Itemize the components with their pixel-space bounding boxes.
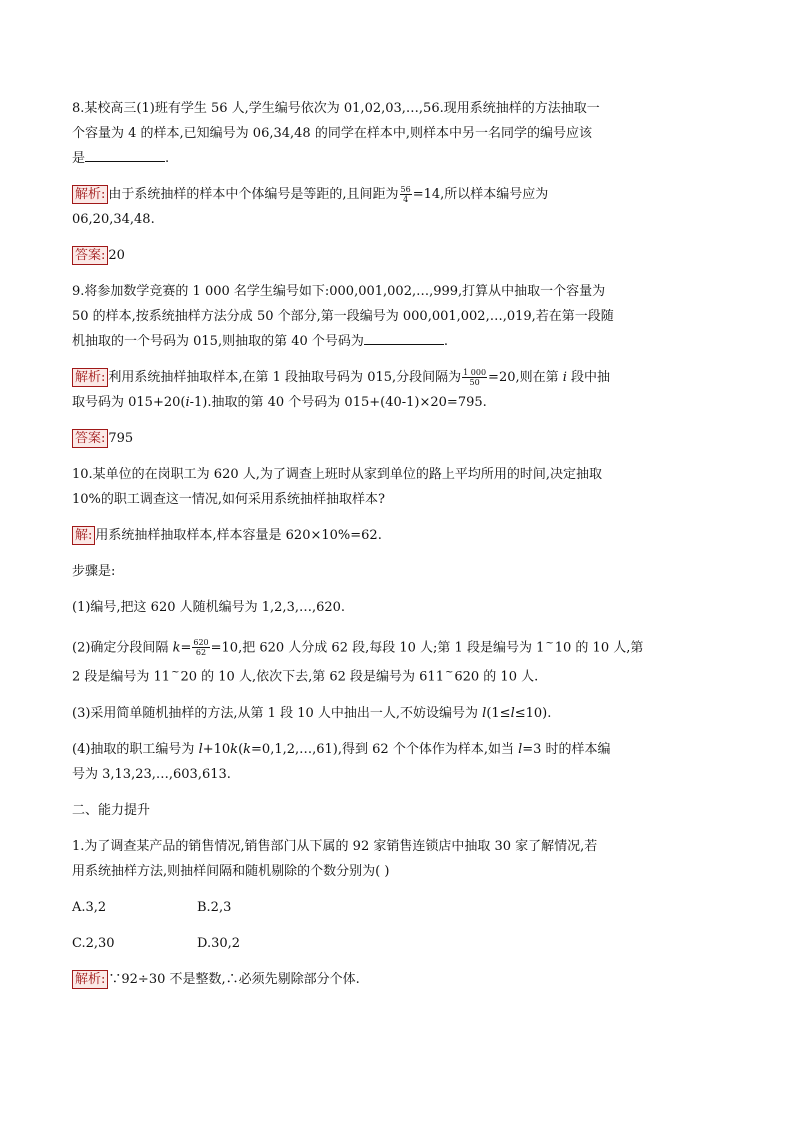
options-row-2 <box>72 931 722 956</box>
q10-step-4: (4)抽取的职工编号为 l+10k(k=0,1,2,…,61),得到 62 个个体作为样本,如当 l=3 时的样本编 号为 3,13,23,…,603,613. <box>72 741 611 782</box>
solution-tag: 解: <box>72 526 95 545</box>
answer-blank <box>85 148 165 162</box>
fraction: $\frac{620}{62}$ <box>193 638 209 658</box>
section-heading: 二、能力提升 <box>72 802 151 818</box>
q9-analysis: 解析: 利用系统抽样抽取样本,在第 1 段抽取号码为 015,分段间隔为 $\frac{1 000}{50}$ =20,则在第 i 段中抽 取号码为 015+20(i-1).抽取的第 40 个号码为 015+(40-1)×20=795. <box>72 368 611 410</box>
problem-1: 1.为了调查某产品的销售情况,销售部门从下属的 92 家销售连锁店中抽取 30 家了解情况,若 用系统抽样方法,则抽样间隔和随机剔除的个数分别为( ) <box>72 838 598 879</box>
p1-analysis: 解析: ∵92÷30 不是整数,∴必须先剔除部分个体. <box>72 967 722 992</box>
q10-step-3: (3)采用简单随机抽样的方法,从第 1 段 10 人中抽出一人,不妨设编号为 l(1≤l≤10). <box>72 705 552 721</box>
analysis-tag: 解析: <box>72 185 108 204</box>
q8-analysis: 解析: 由于系统抽样的样本中个体编号是等距的,且间距为 $\frac{56}{4}$ =14,所以样本编号应为 06,20,34,48. <box>72 185 549 227</box>
question-10: 10.某单位的在岗职工为 620 人,为了调查上班时从家到单位的路上平均所用的时间,决定抽取 10%的职工调查这一情况,如何采用系统抽样抽取样本? <box>72 467 603 507</box>
fraction: $\frac{1 000}{50}$ <box>463 368 487 387</box>
answer-tag: 答案: <box>72 246 108 265</box>
fraction: $\frac{56}{4}$ <box>400 185 411 204</box>
answer-tag: 答案: <box>72 429 108 448</box>
q10-step-1: (1)编号,把这 620 人随机编号为 1,2,3,…,620. <box>72 600 346 615</box>
q10-solution: 解: 用系统抽样抽取样本,样本容量是 620×10%=62. <box>72 523 722 548</box>
option-b: B.2,3 <box>197 899 232 915</box>
q10-steps-title: 步骤是: <box>72 564 116 579</box>
analysis-tag: 解析: <box>72 368 108 387</box>
option-a: A.3,2 <box>72 899 107 915</box>
option-d: D.30,2 <box>197 935 241 951</box>
options-row-1 <box>72 895 722 920</box>
answer-blank <box>364 331 444 345</box>
q8-answer: 答案: 20 <box>72 243 722 268</box>
question-8: 8.某校高三(1)班有学生 56 人,学生编号依次为 01,02,03,…,56.现用系统抽样的方法抽取一 个容量为 4 的样本,已知编号为 06,34,48 的同学在样本中,则样本中另一名同学的编号应该 是 . <box>72 101 600 166</box>
document-page <box>72 96 722 1003</box>
q10-step-2: (2)确定分段间隔 k= $\frac{620}{62}$ =10,把 620 人分成 62 段,每段 10 人;第 1 段是编号为 1~10 的 10 人,第 2 段是编号为 11~20 的 10 人,依次下去,第 62 段是编号为 611~620 的 10 人. <box>72 638 644 685</box>
q9-answer: 答案: 795 <box>72 426 722 451</box>
option-c: C.2,30 <box>72 935 115 951</box>
question-9: 9.将参加数学竞赛的 1 000 名学生编号如下:000,001,002,…,999,打算从中抽取一个容量为 50 的样本,按系统抽样方法分成 50 个部分,第一段编号为 000,001,002,…,019,若在第一段随 机抽取的一个号码为 015,则抽取的第 40 个号码为 . <box>72 284 614 349</box>
analysis-tag: 解析: <box>72 970 108 989</box>
